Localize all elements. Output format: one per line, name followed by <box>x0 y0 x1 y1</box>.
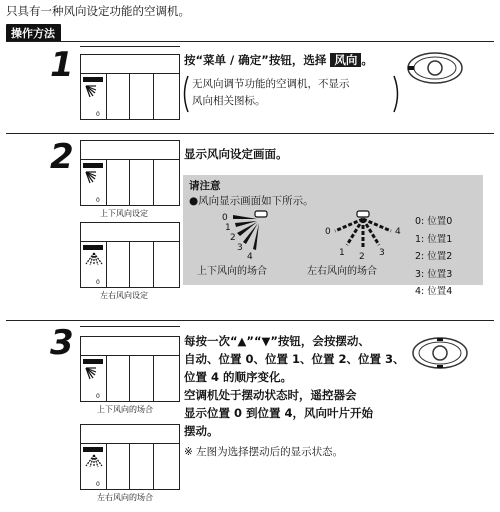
remote-dpad-updown-icon <box>410 335 470 371</box>
caption-vertical-case: 上下风向的场合 <box>197 266 267 277</box>
svg-text:2: 2 <box>359 252 365 261</box>
step-1-divider <box>80 46 180 47</box>
svg-text:4: 4 <box>395 227 401 237</box>
step-divider <box>6 133 494 134</box>
fan-vertical-icon <box>84 366 100 380</box>
svg-text:2: 2 <box>230 233 236 243</box>
step-3-line4: 空调机处于摆动状态时，遥控器会 <box>184 388 357 402</box>
horizontal-airflow-diagram <box>323 209 403 261</box>
svg-text:0: 0 <box>222 213 228 223</box>
step-3-line5: 显示位置 0 到位置 4，风向叶片开始 <box>184 406 374 420</box>
vertical-airflow-diagram <box>213 209 275 261</box>
lcd-caption-vertical: 上下风向设定 <box>100 209 148 218</box>
lcd-chip <box>83 77 103 82</box>
svg-text:0: 0 <box>325 227 331 237</box>
lcd-display-vertical-swing: 0 <box>80 336 180 402</box>
fan-horizontal-icon <box>84 252 104 266</box>
step-3-line6: 摆动。 <box>184 424 219 438</box>
section-badge: 操作方法 <box>6 24 61 42</box>
svg-text:3: 3 <box>379 248 385 258</box>
svg-text:1: 1 <box>339 248 345 258</box>
caution-title: 请注意 <box>189 180 221 192</box>
step-1-note: 无风向调节功能的空调机，不显示 风向相关图标。 <box>180 74 400 114</box>
caption-horizontal-case: 左右风向的场合 <box>307 266 377 277</box>
lcd-caption-horizontal-swing: 左右风向的场合 <box>97 493 153 502</box>
step-1-instruction: 按“菜单 / 确定”按钮，选择 风向 。 <box>184 53 373 67</box>
step-3-line3: 位置 4 的顺序变化。 <box>184 370 293 384</box>
step-1-number: 1 <box>50 45 73 85</box>
caution-box <box>183 175 483 297</box>
step-2-instruction: 显示风向设定画面。 <box>184 147 288 161</box>
step-3-line1: 每按一次“▲”“▼”按钮，会按摆动、 <box>184 334 370 348</box>
step-divider <box>6 320 494 321</box>
lcd-display-step1: 0 <box>80 54 180 120</box>
fan-vertical-icon <box>84 84 100 98</box>
svg-text:4: 4 <box>247 252 253 261</box>
lcd-caption-horizontal: 左右风向设定 <box>100 291 148 300</box>
lcd-display-vertical: 0 <box>80 140 180 206</box>
section-divider <box>6 41 494 42</box>
fan-vertical-icon <box>84 170 100 184</box>
svg-text:3: 3 <box>237 243 243 253</box>
remote-dpad-icon <box>405 50 465 86</box>
svg-text:1: 1 <box>225 223 231 233</box>
step-3-line2: 自动、位置 0、位置 1、位置 2、位置 3、 <box>184 352 405 366</box>
lcd-caption-vertical-swing: 上下风向的场合 <box>97 405 153 414</box>
step-3-number: 3 <box>50 323 73 363</box>
step-2-number: 2 <box>50 137 73 177</box>
step-3-footnote: ※ 左图为选择摆动后的显示状态。 <box>184 446 344 458</box>
fan-horizontal-icon <box>84 454 104 468</box>
lcd-display-horizontal-swing: 0 <box>80 424 180 490</box>
lcd-display-horizontal: 0 <box>80 222 180 288</box>
position-legend: 0: 位置0 1: 位置1 2: 位置2 3: 位置3 4: 位置4 <box>415 216 453 297</box>
caution-subtitle: ●风向显示画面如下所示。 <box>189 195 314 207</box>
wind-direction-highlight: 风向 <box>330 53 361 67</box>
intro-text: 只具有一种风向设定功能的空调机。 <box>6 4 190 18</box>
